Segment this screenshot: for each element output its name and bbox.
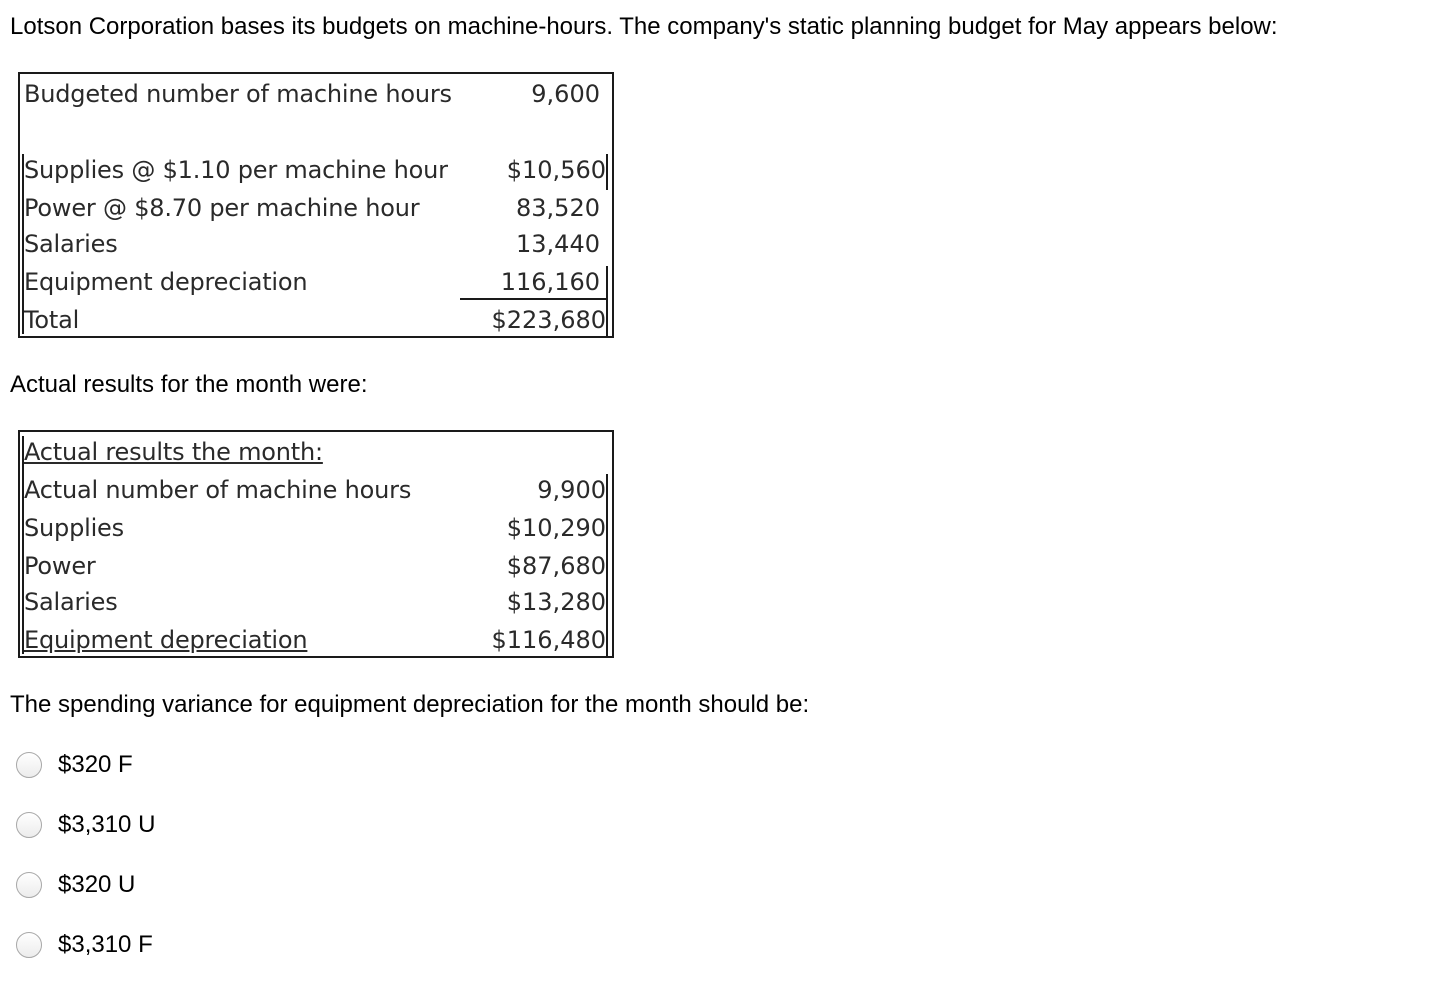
- actual-row-label: Power: [24, 552, 96, 580]
- answer-option-a[interactable]: [16, 750, 133, 780]
- actual-row-equipment-depreciation: [20, 624, 612, 658]
- budget-row-machine-hours: [20, 78, 612, 112]
- budget-row-label: Equipment depreciation: [24, 268, 308, 296]
- cell-border: [22, 436, 24, 654]
- actual-row-value: $10,290: [506, 514, 606, 542]
- actual-table-header: [20, 436, 612, 470]
- radio-button[interactable]: [16, 812, 42, 838]
- budget-row-label: Power @ $8.70 per machine hour: [24, 194, 420, 222]
- radio-button[interactable]: [16, 932, 42, 958]
- actual-row-label: Actual number of machine hours: [24, 476, 412, 504]
- answer-option-d[interactable]: [16, 930, 153, 960]
- actual-row-value: $13,280: [506, 588, 606, 616]
- radio-button[interactable]: [16, 752, 42, 778]
- intro-text: Lotson Corporation bases its budgets on machine-hours. The company's static planning budget for May appears below:: [10, 13, 1278, 40]
- option-label[interactable]: $3,310 F: [58, 931, 153, 958]
- actual-row-label: Equipment depreciation: [24, 626, 308, 654]
- budget-row-supplies: [20, 154, 612, 188]
- actual-row-value: $116,480: [491, 626, 606, 654]
- actual-row-supplies: [20, 512, 612, 546]
- cell-border: [606, 154, 608, 190]
- answer-option-c[interactable]: [16, 870, 135, 900]
- total-rule: [460, 298, 608, 300]
- option-label[interactable]: $3,310 U: [58, 811, 156, 838]
- budget-row-equipment-depreciation: [20, 266, 612, 300]
- budget-row-label: Salaries: [24, 230, 118, 258]
- static-budget-table: [18, 72, 614, 338]
- cell-border: [606, 266, 608, 336]
- question-text: The spending variance for equipment depreciation for the month should be:: [10, 691, 810, 718]
- budget-row-label: Budgeted number of machine hours: [24, 80, 452, 108]
- option-label[interactable]: $320 F: [58, 751, 133, 778]
- answer-option-b[interactable]: [16, 810, 155, 840]
- radio-button[interactable]: [16, 872, 42, 898]
- actual-row-salaries: [20, 586, 612, 620]
- option-label[interactable]: $320 U: [58, 871, 136, 898]
- actual-header-label: Actual results the month:: [24, 438, 323, 466]
- actual-results-table: [18, 430, 614, 658]
- actual-row-machine-hours: [20, 474, 612, 508]
- actual-intro-text: Actual results for the month were:: [10, 371, 368, 398]
- actual-row-value: $87,680: [506, 552, 606, 580]
- actual-row-label: Salaries: [24, 588, 118, 616]
- budget-row-value: $223,680: [491, 306, 606, 334]
- actual-row-label: Supplies: [24, 514, 124, 542]
- actual-row-power: [20, 550, 612, 584]
- actual-row-value: 9,900: [537, 476, 606, 504]
- budget-row-label: Supplies @ $1.10 per machine hour: [24, 156, 448, 184]
- budget-row-value: 83,520: [516, 194, 600, 222]
- budget-row-value: 13,440: [516, 230, 600, 258]
- budget-row-salaries: [20, 228, 612, 262]
- budget-row-total: [20, 304, 612, 338]
- cell-border: [606, 474, 608, 656]
- budget-row-value: 116,160: [500, 268, 600, 296]
- budget-row-power: [20, 192, 612, 226]
- budget-row-value: 9,600: [531, 80, 600, 108]
- budget-row-label: Total: [24, 306, 80, 334]
- budget-row-value: $10,560: [506, 156, 606, 184]
- cell-border: [22, 154, 24, 334]
